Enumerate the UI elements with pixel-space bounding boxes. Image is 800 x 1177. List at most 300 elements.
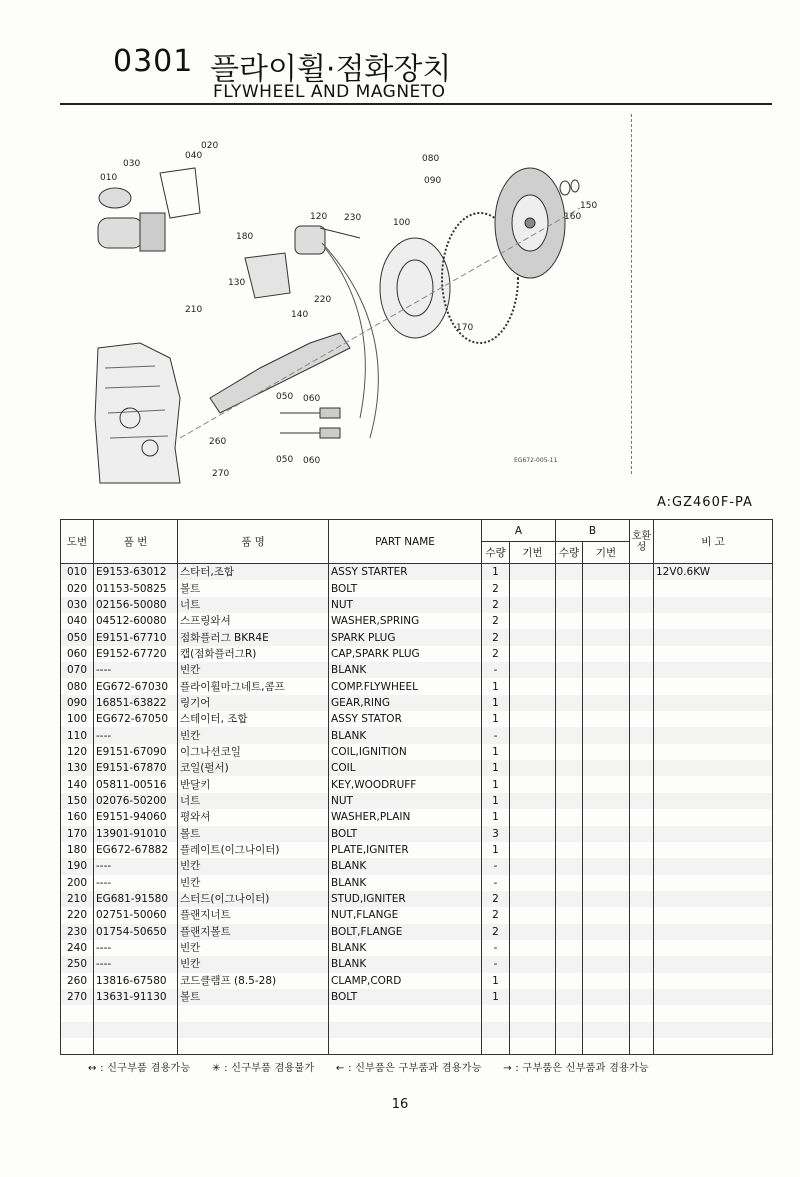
row-remarks: [654, 678, 773, 694]
row-compat: [630, 924, 654, 940]
table-row: [61, 842, 773, 858]
row-basic-b: [583, 776, 630, 792]
row-basic-a: [510, 826, 556, 842]
row-compat: [630, 564, 654, 581]
empty-row: [61, 1022, 773, 1038]
row-basic-b: [583, 842, 630, 858]
row-basic-a: [510, 973, 556, 989]
row-basic-b: [583, 580, 630, 596]
row-part-number: E9153-63012: [94, 564, 178, 581]
row-qty-b: [556, 564, 583, 581]
table-row: [61, 989, 773, 1005]
empty-cell: [329, 1022, 482, 1038]
row-part-name: WASHER,PLAIN: [329, 809, 482, 825]
row-qty-a: 2: [482, 597, 510, 613]
row-basic-b: [583, 858, 630, 874]
row-name-korean: 반달키: [178, 776, 329, 792]
row-name-korean: 코드클램프 (8.5-28): [178, 973, 329, 989]
row-no: 050: [61, 629, 94, 645]
row-compat: [630, 907, 654, 923]
table-row: [61, 580, 773, 596]
table-row: [61, 678, 773, 694]
row-name-korean: 코일(펄서): [178, 760, 329, 776]
row-name-korean: 빈칸: [178, 940, 329, 956]
row-compat: [630, 678, 654, 694]
row-name-korean: 플라이휠마그네트,콤프: [178, 678, 329, 694]
header-basic-b: 기번: [583, 542, 630, 564]
row-name-korean: 너트: [178, 597, 329, 613]
header-part-number: 품 번: [94, 520, 178, 564]
table-row: [61, 597, 773, 613]
row-basic-b: [583, 629, 630, 645]
row-basic-b: [583, 940, 630, 956]
empty-cell: [482, 1005, 510, 1021]
empty-cell: [583, 1022, 630, 1038]
row-part-name: BOLT: [329, 580, 482, 596]
row-basic-a: [510, 597, 556, 613]
row-qty-b: [556, 940, 583, 956]
row-part-name: COIL,IGNITION: [329, 744, 482, 760]
row-compat: [630, 744, 654, 760]
row-qty-b: [556, 580, 583, 596]
empty-cell: [329, 1038, 482, 1055]
row-part-number: 13901-91010: [94, 826, 178, 842]
row-qty-b: [556, 973, 583, 989]
row-basic-b: [583, 744, 630, 760]
row-basic-b: [583, 809, 630, 825]
row-remarks: [654, 956, 773, 972]
empty-cell: [482, 1022, 510, 1038]
empty-cell: [482, 1038, 510, 1055]
row-basic-a: [510, 793, 556, 809]
row-basic-b: [583, 793, 630, 809]
empty-cell: [583, 1038, 630, 1055]
callout-150: 150: [580, 201, 598, 211]
empty-cell: [61, 1005, 94, 1021]
empty-cell: [510, 1022, 556, 1038]
header-part-name: PART NAME: [329, 520, 482, 564]
legend-item: ✳ : 신구부품 겸용불가: [211, 1063, 315, 1074]
row-no: 060: [61, 646, 94, 662]
table-row: [61, 907, 773, 923]
row-name-korean: 빈칸: [178, 875, 329, 891]
row-basic-a: [510, 662, 556, 678]
empty-row: [61, 1038, 773, 1055]
row-basic-b: [583, 826, 630, 842]
row-basic-a: [510, 695, 556, 711]
row-compat: [630, 695, 654, 711]
empty-cell: [178, 1005, 329, 1021]
table-row: [61, 760, 773, 776]
row-remarks: [654, 711, 773, 727]
row-no: 170: [61, 826, 94, 842]
row-no: 090: [61, 695, 94, 711]
row-part-number: ----: [94, 940, 178, 956]
empty-cell: [630, 1022, 654, 1038]
row-qty-b: [556, 629, 583, 645]
row-qty-a: 2: [482, 613, 510, 629]
row-part-number: 13631-91130: [94, 989, 178, 1005]
empty-cell: [630, 1038, 654, 1055]
row-name-korean: 빈칸: [178, 727, 329, 743]
row-qty-b: [556, 793, 583, 809]
row-qty-a: 1: [482, 776, 510, 792]
row-part-name: NUT: [329, 793, 482, 809]
row-part-name: KEY,WOODRUFF: [329, 776, 482, 792]
row-remarks: [654, 826, 773, 842]
row-basic-a: [510, 744, 556, 760]
row-qty-b: [556, 662, 583, 678]
row-basic-b: [583, 564, 630, 581]
empty-cell: [654, 1022, 773, 1038]
legend-item: ← : 신부품은 구부품과 겸용가능: [335, 1063, 482, 1074]
row-part-number: E9151-67870: [94, 760, 178, 776]
header-basic-a: 기번: [510, 542, 556, 564]
row-qty-a: 2: [482, 924, 510, 940]
row-name-korean: 너트: [178, 793, 329, 809]
table-row: [61, 809, 773, 825]
row-basic-a: [510, 809, 556, 825]
row-basic-a: [510, 678, 556, 694]
row-name-korean: 스프링와셔: [178, 613, 329, 629]
row-name-korean: 빈칸: [178, 858, 329, 874]
row-part-name: BOLT,FLANGE: [329, 924, 482, 940]
row-part-number: 02076-50200: [94, 793, 178, 809]
row-qty-a: 1: [482, 695, 510, 711]
empty-cell: [583, 1005, 630, 1021]
row-basic-a: [510, 564, 556, 581]
callout-160: 160: [564, 212, 582, 222]
row-qty-a: 1: [482, 809, 510, 825]
row-part-number: ----: [94, 956, 178, 972]
table-row: [61, 776, 773, 792]
row-no: 210: [61, 891, 94, 907]
row-basic-a: [510, 858, 556, 874]
row-no: 180: [61, 842, 94, 858]
row-qty-a: 1: [482, 973, 510, 989]
row-remarks: [654, 727, 773, 743]
table-row: [61, 875, 773, 891]
row-part-number: 01153-50825: [94, 580, 178, 596]
row-qty-b: [556, 760, 583, 776]
table-row: [61, 891, 773, 907]
row-no: 140: [61, 776, 94, 792]
callout-060b: 060: [303, 456, 321, 466]
row-basic-b: [583, 924, 630, 940]
row-basic-a: [510, 842, 556, 858]
row-compat: [630, 662, 654, 678]
row-qty-a: -: [482, 940, 510, 956]
table-row: [61, 727, 773, 743]
exploded-parts-diagram: [60, 118, 630, 498]
row-qty-a: 1: [482, 989, 510, 1005]
row-part-number: ----: [94, 858, 178, 874]
row-qty-b: [556, 858, 583, 874]
row-no: 240: [61, 940, 94, 956]
row-name-korean: 볼트: [178, 989, 329, 1005]
row-remarks: [654, 597, 773, 613]
row-part-number: 01754-50650: [94, 924, 178, 940]
row-remarks: [654, 760, 773, 776]
row-no: 020: [61, 580, 94, 596]
model-code: A:GZ460F-PA: [657, 495, 753, 510]
row-part-number: EG672-67050: [94, 711, 178, 727]
empty-cell: [329, 1005, 482, 1021]
row-compat: [630, 940, 654, 956]
row-remarks: [654, 989, 773, 1005]
row-qty-a: -: [482, 727, 510, 743]
callout-090: 090: [424, 176, 442, 186]
table-row: [61, 646, 773, 662]
row-basic-a: [510, 711, 556, 727]
row-no: 150: [61, 793, 94, 809]
row-name-korean: 빈칸: [178, 956, 329, 972]
row-no: 040: [61, 613, 94, 629]
header-name-korean: 품 명: [178, 520, 329, 564]
row-remarks: [654, 973, 773, 989]
empty-cell: [556, 1022, 583, 1038]
row-compat: [630, 597, 654, 613]
row-part-number: EG672-67882: [94, 842, 178, 858]
callout-220: 220: [314, 295, 332, 305]
callout-120: 120: [310, 212, 328, 222]
row-part-number: 05811-00516: [94, 776, 178, 792]
row-basic-b: [583, 695, 630, 711]
row-name-korean: 플랜지너트: [178, 907, 329, 923]
row-part-number: E9152-67720: [94, 646, 178, 662]
row-name-korean: 볼트: [178, 580, 329, 596]
table-row: [61, 629, 773, 645]
callout-010: 010: [100, 173, 118, 183]
row-name-korean: 플레이트(이그나이터): [178, 842, 329, 858]
row-part-number: E9151-94060: [94, 809, 178, 825]
header-group-a: A: [482, 520, 556, 542]
callout-130: 130: [228, 278, 246, 288]
row-no: 120: [61, 744, 94, 760]
table-row: [61, 662, 773, 678]
row-basic-a: [510, 956, 556, 972]
row-part-name: CLAMP,CORD: [329, 973, 482, 989]
empty-row: [61, 1005, 773, 1021]
row-qty-b: [556, 826, 583, 842]
header-compat: 호환성: [630, 520, 654, 564]
parts-table: [60, 519, 773, 1055]
row-part-name: WASHER,SPRING: [329, 613, 482, 629]
row-qty-b: [556, 744, 583, 760]
row-basic-a: [510, 646, 556, 662]
table-row: [61, 744, 773, 760]
row-basic-a: [510, 907, 556, 923]
row-qty-b: [556, 597, 583, 613]
page-title-korean: 플라이휠·점화장치: [210, 52, 452, 87]
empty-cell: [94, 1022, 178, 1038]
row-qty-b: [556, 646, 583, 662]
row-basic-a: [510, 891, 556, 907]
row-part-name: BLANK: [329, 858, 482, 874]
row-qty-a: -: [482, 875, 510, 891]
row-part-number: ----: [94, 875, 178, 891]
row-remarks: [654, 662, 773, 678]
table-row: [61, 956, 773, 972]
row-name-korean: 이그나션코일: [178, 744, 329, 760]
row-compat: [630, 727, 654, 743]
row-basic-a: [510, 760, 556, 776]
row-remarks: [654, 842, 773, 858]
row-qty-a: 2: [482, 580, 510, 596]
row-basic-b: [583, 989, 630, 1005]
row-compat: [630, 776, 654, 792]
row-part-number: 02156-50080: [94, 597, 178, 613]
row-name-korean: 링기어: [178, 695, 329, 711]
row-no: 070: [61, 662, 94, 678]
row-no: 030: [61, 597, 94, 613]
row-qty-b: [556, 907, 583, 923]
row-basic-b: [583, 891, 630, 907]
row-no: 190: [61, 858, 94, 874]
row-part-name: BLANK: [329, 956, 482, 972]
row-qty-a: -: [482, 858, 510, 874]
row-no: 230: [61, 924, 94, 940]
row-qty-b: [556, 842, 583, 858]
row-no: 220: [61, 907, 94, 923]
empty-cell: [654, 1005, 773, 1021]
row-remarks: [654, 744, 773, 760]
callout-080: 080: [422, 154, 440, 164]
callout-030: 030: [123, 159, 141, 169]
row-remarks: [654, 891, 773, 907]
empty-cell: [510, 1005, 556, 1021]
table-row: [61, 613, 773, 629]
row-remarks: [654, 907, 773, 923]
row-basic-a: [510, 776, 556, 792]
row-remarks: [654, 793, 773, 809]
row-qty-b: [556, 809, 583, 825]
row-compat: [630, 875, 654, 891]
row-qty-b: [556, 989, 583, 1005]
row-part-name: COMP.FLYWHEEL: [329, 678, 482, 694]
row-compat: [630, 646, 654, 662]
row-name-korean: 빈칸: [178, 662, 329, 678]
row-basic-b: [583, 973, 630, 989]
row-qty-a: 1: [482, 711, 510, 727]
diagram-divider: [631, 114, 632, 474]
empty-cell: [556, 1038, 583, 1055]
row-part-number: 13816-67580: [94, 973, 178, 989]
row-basic-b: [583, 613, 630, 629]
callout-260: 260: [209, 437, 227, 447]
callout-040: 040: [185, 151, 203, 161]
row-qty-a: 1: [482, 564, 510, 581]
row-part-number: E9151-67710: [94, 629, 178, 645]
row-remarks: [654, 646, 773, 662]
row-basic-a: [510, 580, 556, 596]
row-no: 010: [61, 564, 94, 581]
empty-cell: [94, 1005, 178, 1021]
row-no: 250: [61, 956, 94, 972]
row-remarks: 12V0.6KW: [654, 564, 773, 581]
table-row: [61, 711, 773, 727]
row-basic-a: [510, 613, 556, 629]
empty-cell: [178, 1022, 329, 1038]
row-no: 110: [61, 727, 94, 743]
row-remarks: [654, 875, 773, 891]
table-row: [61, 973, 773, 989]
row-part-name: ASSY STATOR: [329, 711, 482, 727]
row-basic-b: [583, 760, 630, 776]
row-basic-a: [510, 940, 556, 956]
row-name-korean: 스테이터, 조합: [178, 711, 329, 727]
row-qty-a: 1: [482, 744, 510, 760]
row-compat: [630, 858, 654, 874]
row-basic-b: [583, 662, 630, 678]
row-basic-b: [583, 711, 630, 727]
row-compat: [630, 793, 654, 809]
table-row: [61, 940, 773, 956]
row-part-name: BLANK: [329, 940, 482, 956]
row-part-name: COIL: [329, 760, 482, 776]
row-name-korean: 스타터,조합: [178, 564, 329, 581]
empty-cell: [178, 1038, 329, 1055]
row-remarks: [654, 580, 773, 596]
row-part-number: 16851-63822: [94, 695, 178, 711]
empty-cell: [94, 1038, 178, 1055]
row-compat: [630, 989, 654, 1005]
row-part-name: BLANK: [329, 662, 482, 678]
row-part-number: 04512-60080: [94, 613, 178, 629]
row-qty-a: 3: [482, 826, 510, 842]
row-qty-b: [556, 727, 583, 743]
callout-050b: 050: [276, 455, 294, 465]
row-qty-b: [556, 678, 583, 694]
row-part-name: ASSY STARTER: [329, 564, 482, 581]
row-remarks: [654, 924, 773, 940]
empty-cell: [61, 1038, 94, 1055]
row-qty-a: 2: [482, 646, 510, 662]
row-basic-a: [510, 875, 556, 891]
legend-item: → : 구부품은 신부품과 겸용가능: [503, 1063, 649, 1074]
callout-180: 180: [236, 232, 254, 242]
row-part-number: EG672-67030: [94, 678, 178, 694]
row-no: 160: [61, 809, 94, 825]
row-basic-b: [583, 678, 630, 694]
section-number: 0301: [113, 44, 194, 79]
empty-cell: [556, 1005, 583, 1021]
row-part-name: STUD,IGNITER: [329, 891, 482, 907]
callout-170: 170: [456, 323, 474, 333]
callout-230: 230: [344, 213, 362, 223]
row-qty-a: 2: [482, 629, 510, 645]
row-qty-b: [556, 776, 583, 792]
row-qty-b: [556, 956, 583, 972]
row-no: 130: [61, 760, 94, 776]
header-qty-a: 수량: [482, 542, 510, 564]
empty-cell: [630, 1005, 654, 1021]
row-basic-b: [583, 597, 630, 613]
callout-210: 210: [185, 305, 203, 315]
page-title-english: FLYWHEEL AND MAGNETO: [213, 82, 446, 102]
row-compat: [630, 613, 654, 629]
row-qty-b: [556, 695, 583, 711]
row-no: 100: [61, 711, 94, 727]
row-remarks: [654, 858, 773, 874]
row-no: 200: [61, 875, 94, 891]
row-compat: [630, 629, 654, 645]
row-name-korean: 캡(점화플러그R): [178, 646, 329, 662]
row-basic-b: [583, 956, 630, 972]
empty-cell: [654, 1038, 773, 1055]
callout-020: 020: [201, 141, 219, 151]
header-group-b: B: [556, 520, 630, 542]
